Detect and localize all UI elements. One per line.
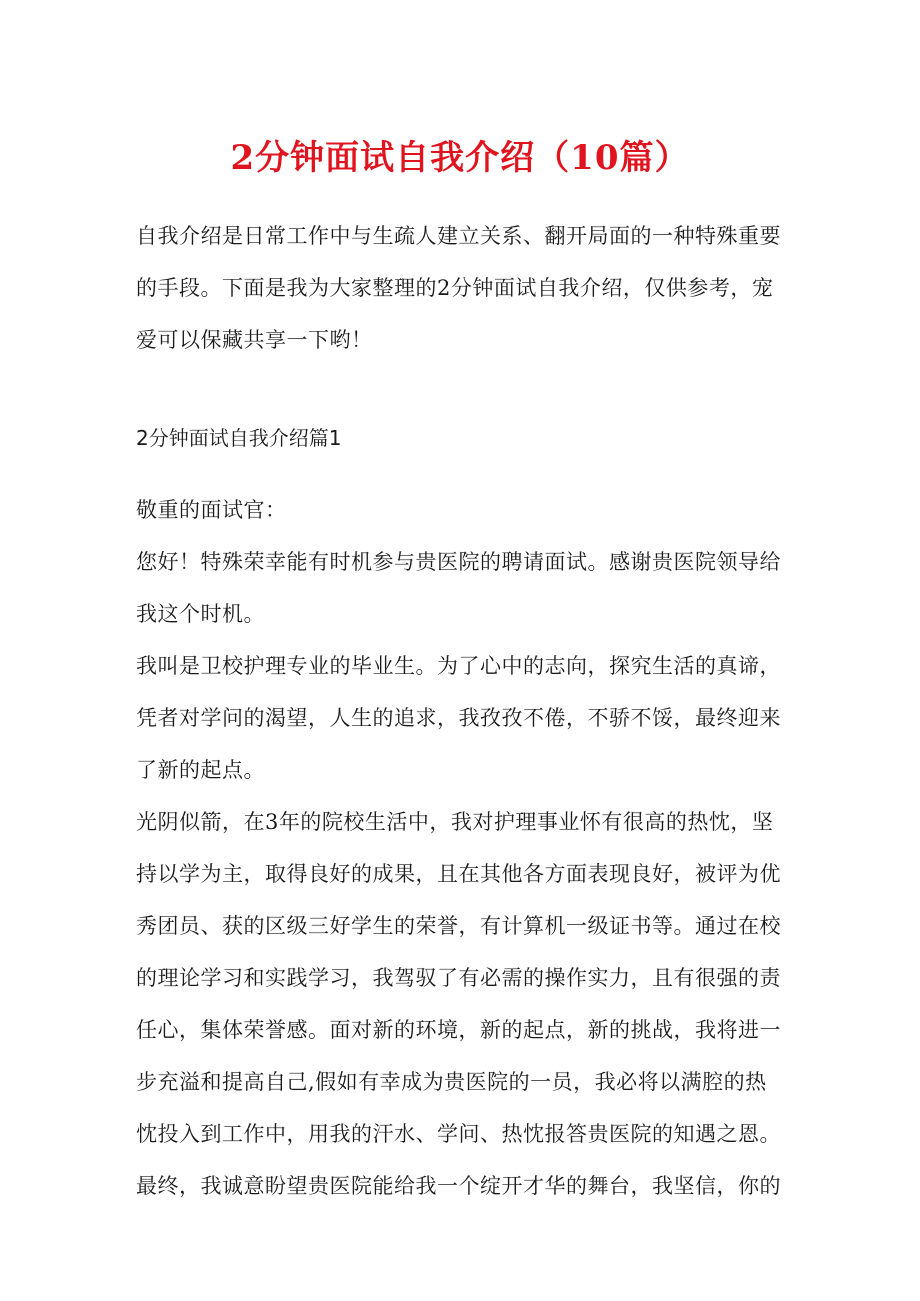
body-paragraph: 最终，我诚意盼望贵医院能给我一个绽开才华的舞台，我坚信，你的: [136, 1174, 781, 1198]
section-heading: 2分钟面试自我介绍篇1: [136, 426, 342, 450]
body-paragraph: 光阴似箭，在3年的院校生活中，我对护理事业怀有很高的热忱，坚持以学为主，取得良好的成果，且在其他各方面表现良好，被评为优秀团员、获的区级三好学生的荣誉，有计算机一级证书等。通过在校的理论学习和实践学习，我驾驭了有必需的操作实力，且有很强的责任心，集体荣誉感。面对新的环境，新的起点，新的挑战，我将进一步充溢和提高自己,假如有幸成为贵医院的一员，我必将以满腔的热忱投入到工作中，用我的汗水、学问、热忱报答贵医院的知遇之恩。: [136, 810, 781, 1146]
intro-paragraph: [136, 210, 786, 366]
body-paragraph: 我叫是卫校护理专业的毕业生。为了心中的志向，探究生活的真谛，凭者对学问的渴望，人生的追求，我孜孜不倦，不骄不馁，最终迎来了新的起点。: [136, 654, 781, 782]
intro-text: 自我介绍是日常工作中与生疏人建立关系、翻开局面的一种特殊重要的手段。下面是我为大家整理的2分钟面试自我介绍，仅供参考，宠爱可以保藏共享一下哟！: [136, 224, 781, 352]
document-title: 2分钟面试自我介绍（10篇）: [230, 138, 690, 178]
body-paragraph: 您好！特殊荣幸能有时机参与贵医院的聘请面试。感谢贵医院领导给我这个时机。: [136, 550, 781, 626]
section-body: [136, 484, 786, 1212]
salutation: 敬重的面试官：: [136, 498, 287, 522]
